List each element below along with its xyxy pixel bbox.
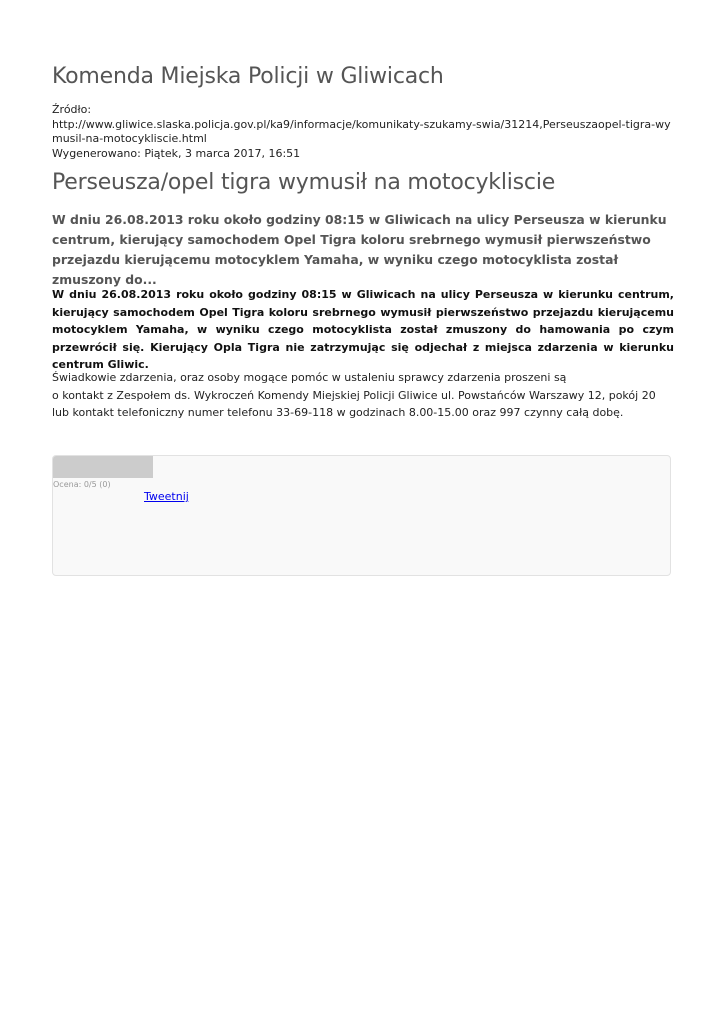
rating-panel (52, 455, 671, 576)
generated-timestamp: Wygenerowano: Piątek, 3 marca 2017, 16:51 (52, 146, 301, 160)
rating-bar[interactable] (53, 456, 153, 478)
source-url: http://www.gliwice.slaska.policja.gov.pl/ka9/informacje/komunikaty-szukamy-swia/31214,Perseuszaopel-tigra-wymusil-na-motocykliscie.html (52, 117, 671, 145)
site-title: Komenda Miejska Policji w Gliwicach (52, 64, 444, 89)
tweet-link[interactable]: Tweetnij (144, 490, 189, 503)
article-lead: W dniu 26.08.2013 roku około godziny 08:15 w Gliwicach na ulicy Perseusza w kierunku centrum, kierujący samochodem Opel Tigra koloru srebrnego wymusił pierwszeństwo przejazdu kierującemu motocyklem Yamaha, w wyniku czego motocyklista został zmuszony do... (52, 212, 667, 287)
article-body-line-2: o kontakt z Zespołem ds. Wykroczeń Komendy Miejskiej Policji Gliwice ul. Powstańców Warszawy 12, pokój 20 lub kontakt telefoniczny numer telefonu 33-69-118 w godzinach 8.00-15.00 oraz 997 czynny całą dobę. (52, 388, 656, 419)
rating-text: Ocena: 0/5 (0) (53, 480, 111, 489)
source-label: Źródło: (52, 103, 92, 116)
article-body (52, 369, 674, 422)
article-title: Perseusza/opel tigra wymusił na motocykliscie (52, 170, 556, 195)
document-meta (52, 103, 674, 161)
article-body-line-1: Świadkowie zdarzenia, oraz osoby mogące pomóc w ustaleniu sprawcy zdarzenia proszeni są (52, 371, 567, 384)
article-body-bold: W dniu 26.08.2013 roku około godziny 08:15 w Gliwicach na ulicy Perseusza w kierunku centrum, kierujący samochodem Opel Tigra koloru srebrnego wymusił pierwszeństwo przejazdu kierującemu motocyklem Yamaha, w wyniku czego motocyklista został zmuszony do hamowania po czym przewrócił się. Kierujący Opla Tigra nie zatrzymując się odjechał z miejsca zdarzenia w kierunku centrum Gliwic. (52, 288, 674, 371)
